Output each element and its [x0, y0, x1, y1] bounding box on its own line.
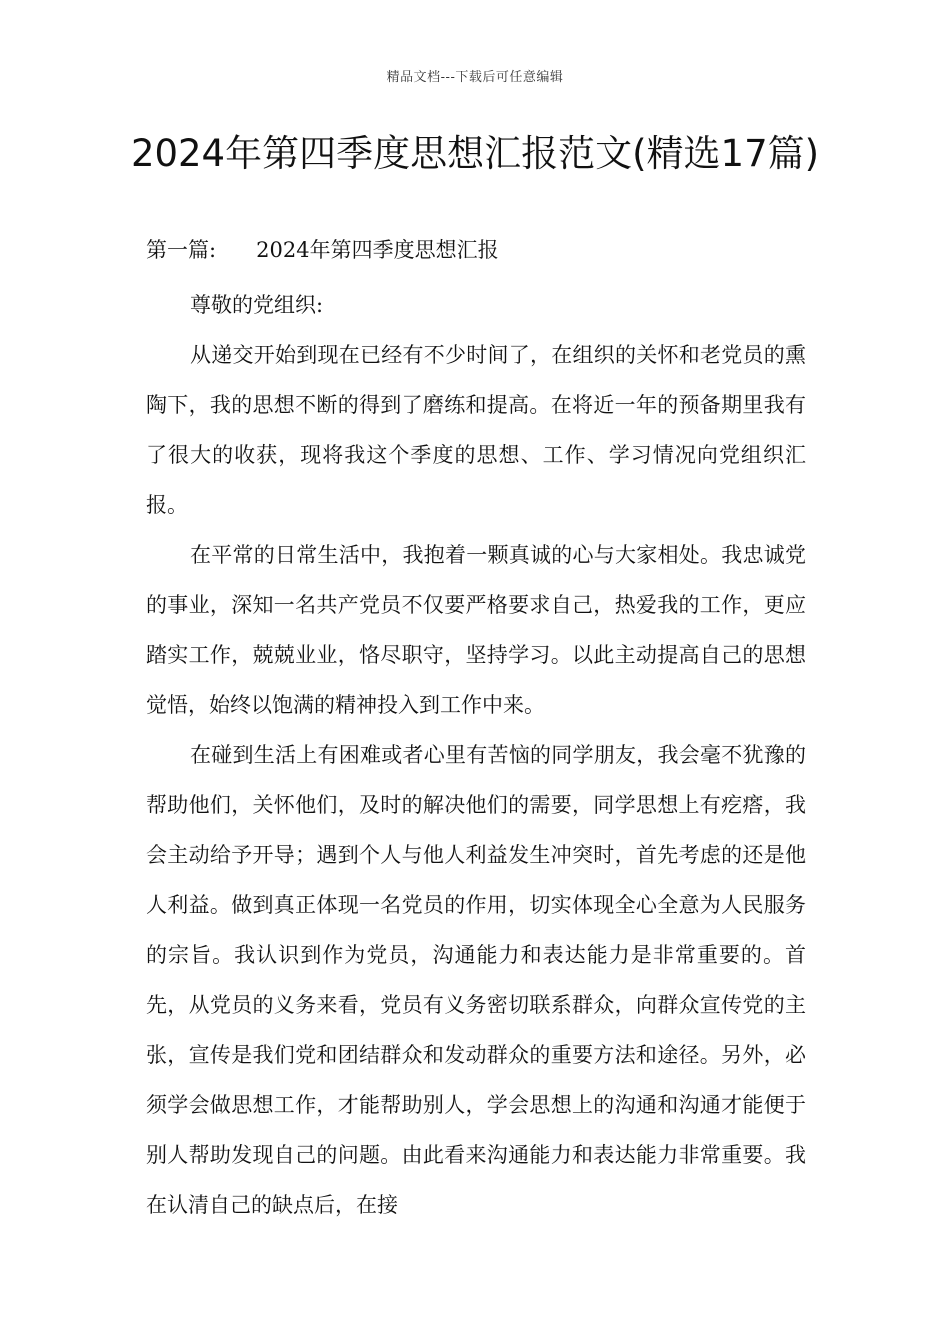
body-paragraph-2: 在平常的日常生活中，我抱着一颗真诚的心与大家相处。我忠诚党的事业，深知一名共产党员不仅要严格要求自己，热爱我的工作，更应踏实工作，兢兢业业，恪尽职守，坚持学习。以此主动提高自己的思想觉悟，始终以饱满的精神投入到工作中来。 — [146, 543, 806, 717]
document-body — [146, 280, 806, 1230]
body-paragraph-3: 在碰到生活上有困难或者心里有苦恼的同学朋友，我会毫不犹豫的帮助他们，关怀他们，及时的解决他们的需要，同学思想上有疙瘩，我会主动给予开导；遇到个人与他人利益发生冲突时，首先考虑的还是他人利益。做到真正体现一名党员的作用，切实体现全心全意为人民服务的宗旨。我认识到作为党员，沟通能力和表达能力是非常重要的。首先，从党员的义务来看，党员有义务密切联系群众，向群众宣传党的主张，宣传是我们党和团结群众和发动群众的重要方法和途径。另外，必须学会做思想工作，才能帮助别人，学会思想上的沟通和沟通才能便于别人帮助发现自己的问题。由此看来沟通能力和表达能力非常重要。我在认清自己的缺点后，在接 — [146, 743, 806, 1217]
header-note: 精品文档---下载后可任意编辑 — [386, 70, 564, 85]
section-heading: 第一篇: 2024年第四季度思想汇报 — [146, 238, 499, 262]
body-paragraph-1: 从递交开始到现在已经有不少时间了，在组织的关怀和老党员的熏陶下，我的思想不断的得到了磨练和提高。在将近一年的预备期里我有了很大的收获，现将我这个季度的思想、工作、学习情况向党组织汇报。 — [146, 343, 806, 517]
salutation: 尊敬的党组织: — [190, 293, 324, 317]
document-title: 2024年第四季度思想汇报范文(精选17篇) — [130, 132, 820, 175]
